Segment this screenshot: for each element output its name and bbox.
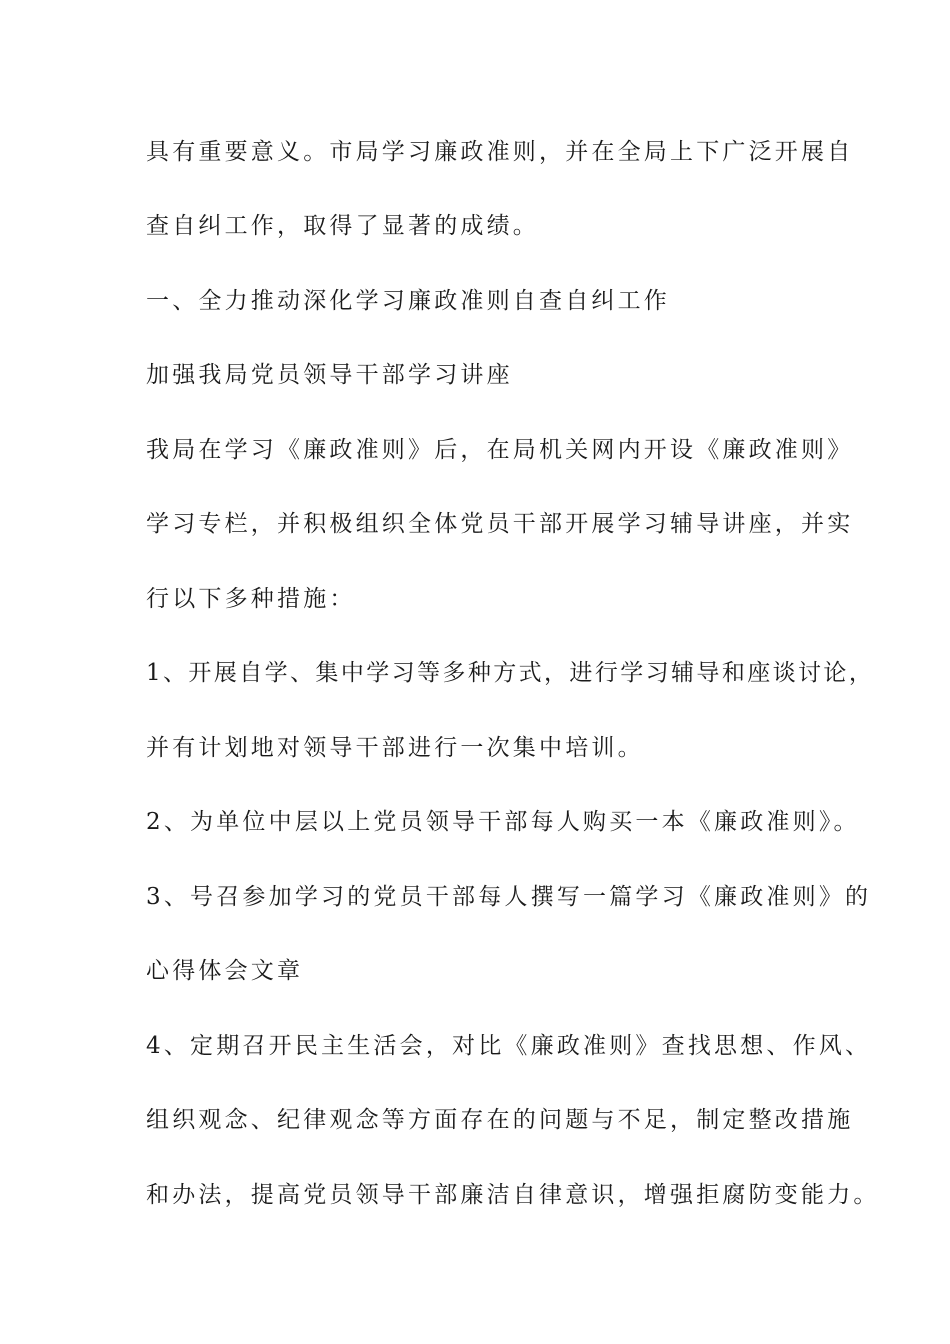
list-item-line: 2、为单位中层以上党员领导干部每人购买一本《廉政准则》。 [146,809,860,835]
list-item-line: 并有计划地对领导干部进行一次集中培训。 [146,735,644,761]
list-item-line: 心得体会文章 [146,958,304,984]
paragraph-line: 查自纠工作，取得了显著的成绩。 [146,213,539,239]
list-item-line: 和办法，提高党员领导干部廉洁自律意识，增强拒腐防变能力。 [146,1182,880,1208]
section-heading: 一、全力推动深化学习廉政准则自查自纠工作 [146,288,670,314]
list-item-line: 组织观念、纪律观念等方面存在的问题与不足，制定整改措施 [146,1107,854,1133]
list-item-line: 3、号召参加学习的党员干部每人撰写一篇学习《廉政准则》的 [146,884,872,910]
paragraph-line: 我局在学习《廉政准则》后，在局机关网内开设《廉政准则》 [146,437,854,463]
paragraph-line: 学习专栏，并积极组织全体党员干部开展学习辅导讲座，并实 [146,511,854,537]
list-item-line: 1、开展自学、集中学习等多种方式，进行学习辅导和座谈讨论， [146,660,875,686]
subsection-heading: 加强我局党员领导干部学习讲座 [146,362,513,388]
paragraph-line: 行以下多种措施： [146,586,356,612]
paragraph-line: 具有重要意义。市局学习廉政准则，并在全局上下广泛开展自 [146,139,854,165]
list-item-line: 4、定期召开民主生活会，对比《廉政准则》查找思想、作风、 [146,1033,872,1059]
